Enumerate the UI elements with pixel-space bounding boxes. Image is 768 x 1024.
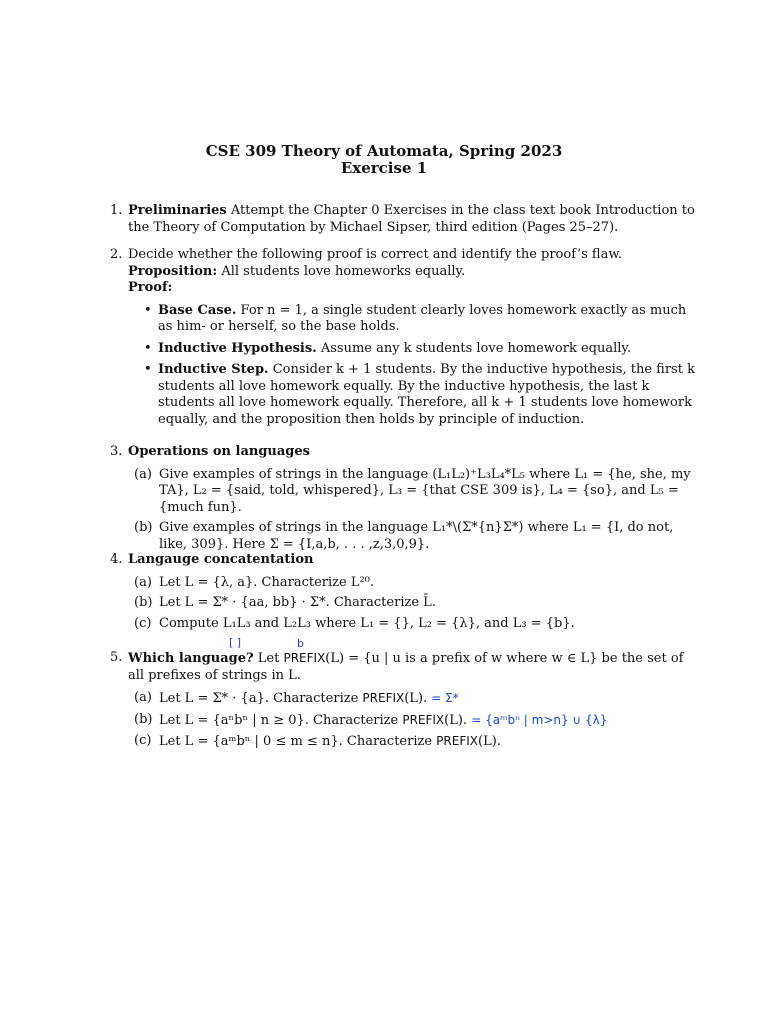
- sub-question: [128, 595, 698, 612]
- sub-question: [128, 690, 698, 708]
- question-heading: Langauge concatentation: [128, 552, 314, 567]
- question-heading: Operations on languages: [128, 444, 310, 459]
- sub-question-text: (L).: [478, 734, 501, 749]
- handwritten-brackets: [ ]: [229, 636, 242, 649]
- page-title: CSE 309 Theory of Automata, Spring 2023: [205, 142, 563, 160]
- sub-question-text: Let L = {aᵐbⁿ | 0 ≤ m ≤ n}. Characterize: [159, 734, 437, 749]
- prefix-word: PREFIX: [283, 651, 326, 665]
- question-2: [110, 247, 698, 428]
- proof-label: Proof:: [128, 280, 173, 295]
- proposition-label: Proposition:: [128, 263, 218, 279]
- bullet-heading: Inductive Hypothesis.: [158, 340, 317, 356]
- question-text: (L) = {u | u is a prefix of w where w ∈ L} be the set of all prefixes of strings in L.: [128, 651, 684, 683]
- sub-question: [128, 520, 698, 553]
- sub-question-label: (b): [134, 520, 153, 535]
- sub-question-text: (L).: [444, 712, 468, 728]
- sub-question-label: (b): [134, 595, 153, 610]
- sub-question-label: (a): [134, 690, 152, 705]
- sub-question: [128, 733, 698, 751]
- sub-question-text: Let L = {aⁿbⁿ | n ≥ 0}. Characterize: [159, 712, 403, 728]
- sub-question-text: Give examples of strings in the language L₁*\(Σ*{n}Σ*) where L₁ = {I, do not, like, 309}. Here Σ = {I,a,b, . . . ,z,3,0,9}.: [159, 520, 674, 552]
- sub-question-text: Let L = Σ* · {aa, bb} · Σ*. Characterize L̄.: [159, 595, 436, 610]
- question-heading: Which language?: [128, 651, 254, 666]
- question-text: Decide whether the following proof is correct and identify the proof’s flaw.: [128, 247, 623, 262]
- question-text: Let: [253, 651, 284, 666]
- question-4: [110, 552, 698, 632]
- handwritten-b: b: [297, 637, 304, 650]
- bullet-text: For n = 1, a single student clearly loves homework exactly as much as him- or herself, so the base holds.: [158, 302, 687, 334]
- bullet-text: Consider k + 1 students. By the inductive hypothesis, the first k students all love homework equally. By the inductive hypothesis, the last k students all love homework equally. Therefore, all k + 1 students love homework equally, and the proposition then holds by principle of induction.: [158, 362, 695, 427]
- question-3: [110, 444, 698, 553]
- question-number: 3.: [110, 444, 123, 459]
- question-number: 1.: [110, 203, 123, 218]
- bullet-heading: Base Case.: [158, 302, 237, 318]
- prefix-word: PREFIX: [362, 691, 405, 705]
- bullet-text: Assume any k students love homework equally.: [316, 340, 632, 356]
- sub-question: [128, 616, 698, 633]
- question-number: 2.: [110, 247, 123, 262]
- handwritten-answer: = {aᵐbⁿ | m>n} ∪ {λ}: [471, 712, 608, 727]
- sub-question: [128, 467, 698, 517]
- sub-question-text: (L).: [404, 691, 428, 706]
- sub-question-label: (c): [134, 733, 152, 748]
- bullet-icon: •: [144, 340, 152, 356]
- proof-bullet: [128, 341, 698, 358]
- question-number: 4.: [110, 552, 123, 567]
- question-1: [110, 203, 698, 236]
- proof-bullet: [128, 362, 698, 428]
- bullet-icon: •: [144, 362, 152, 377]
- page-subtitle: Exercise 1: [340, 159, 428, 177]
- proposition-text: All students love homeworks equally.: [217, 263, 466, 279]
- bullet-icon: •: [144, 302, 152, 318]
- sub-question-text: Give examples of strings in the language (L₁L₂)⁺L₃L₄*L₅ where L₁ = {he, she, my TA}, L₂ = {said, told, whispered}, L₃ = {that CSE 309 is}, L₄ = {so}, and L₅ = {much fun}.: [159, 466, 691, 515]
- bullet-heading: Inductive Step.: [158, 362, 269, 377]
- sub-question-text: Let L = Σ* · {a}. Characterize: [159, 691, 363, 706]
- sub-question-label: (a): [134, 466, 152, 482]
- question-text: Attempt the Chapter 0 Exercises in the class text book Introduction to the Theory of Computation by Michael Sipser, third edition (Pages 25–27).: [128, 203, 695, 235]
- proof-bullet: [128, 303, 698, 336]
- prefix-word: PREFIX: [436, 734, 478, 748]
- sub-question-label: (b): [134, 711, 153, 727]
- prefix-word: PREFIX: [402, 712, 445, 727]
- question-heading: Preliminaries: [128, 203, 227, 218]
- sub-question: [128, 712, 698, 730]
- sub-question: [128, 575, 698, 592]
- handwritten-answer: = Σ*: [431, 691, 459, 705]
- sub-question-text: Compute L₁L₃ and L₂L₃ where L₁ = {}, L₂ = {λ}, and L₃ = {b}.: [159, 615, 575, 631]
- question-number: 5.: [110, 650, 123, 665]
- question-5: [110, 650, 698, 751]
- sub-question-label: (c): [134, 615, 152, 631]
- sub-question-text: Let L = {λ, a}. Characterize L²⁰.: [159, 574, 375, 590]
- sub-question-label: (a): [134, 574, 152, 590]
